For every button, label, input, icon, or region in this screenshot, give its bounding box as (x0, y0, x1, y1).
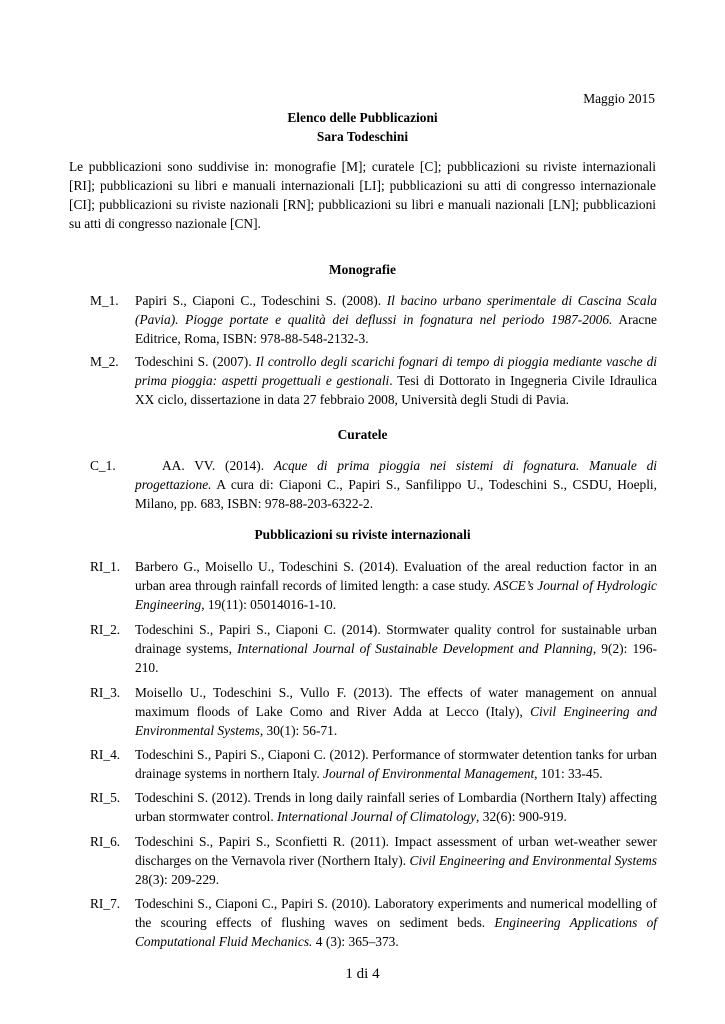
entry-authors: Todeschini S., Papiri S., Ciaponi C. (2012). Performance of stormwater detention tanks for urban drainage systems in northern Italy. (135, 747, 657, 781)
entry-title: Il controllo degli scarichi fognari di tempo di pioggia mediante vasche di prima pioggia: aspetti progettuali e gestionali (135, 354, 658, 388)
entry-details: , 101: 33-45. (534, 766, 603, 781)
entry-text (135, 620, 657, 677)
entry-journal: Journal of Environmental Management (323, 766, 535, 781)
entry-text (135, 832, 657, 889)
entry-label: C_1. (90, 458, 116, 473)
entry-details: , 9(2): 196-210. (135, 641, 657, 675)
section-heading-monografie: Monografie (329, 262, 396, 277)
entry-label: RI_4. (90, 747, 121, 762)
entry-authors: Moisello U., Todeschini S., Vullo F. (2013). The effects of water management on annual maximum floods of Lake Como and River Adda at Lecco (Italy), (135, 685, 657, 719)
entry-authors: Todeschini S., Ciaponi C., Papiri S. (2010). Laboratory experiments and numerical modelling of the scouring effects of flushing waves on sediment beds. (135, 896, 657, 930)
entry-details: 4 (3): 365–373. (312, 934, 399, 949)
entry-details: 30(1): 56-71. (263, 723, 338, 738)
entry-details: . Tesi di Dottorato in Ingegneria Civile Idraulica XX ciclo, dissertazione in data 27 febbraio 2008, Università degli Studi di Pavia. (135, 373, 658, 407)
entry-label: RI_1. (90, 559, 121, 574)
entry-text (135, 788, 657, 826)
entry-text (135, 557, 657, 614)
section-heading-riviste-internazionali: Pubblicazioni su riviste internazionali (254, 527, 471, 542)
entry-journal: International Journal of Climatology (277, 809, 477, 824)
entry-details: A cura di: Ciaponi C., Papiri S., Sanfilippo U., Todeschini S., CSDU, Hoepli, Milano, pp. 683, ISBN: 978-88-203-6322-2. (135, 477, 657, 511)
entry-text (135, 456, 657, 513)
section-heading-curatele: Curatele (337, 427, 388, 442)
entry-text (135, 894, 657, 951)
entry-title: Acque di prima pioggia nei sistemi di fognatura. Manuale di progettazione. (135, 458, 657, 492)
entry-authors: Todeschini S. (2012). Trends in long daily rainfall series of Lombardia (Northern Italy) affecting urban stormwater control. (135, 790, 657, 824)
intro-paragraph: Le pubblicazioni sono suddivise in: monografie [M]; curatele [C]; pubblicazioni su riviste internazionali [RI]; pubblicazioni su libri e manuali internazionali [LI]; pubblicazioni su atti di congresso internazionale [CI]; pubblicazioni su riviste nazionali [RN]; pubblicazioni su libri e manuali nazionali [LN]; pubblicazioni su atti di congresso nazionale [CN]. (69, 159, 656, 231)
entry-title: Il bacino urbano sperimentale di Cascina Scala (Pavia). Piogge portate e qualità dei deflussi in fognatura nel periodo 1987-2006. (135, 293, 657, 327)
entry-authors: Papiri S., Ciaponi C., Todeschini S. (2008). (135, 293, 387, 308)
entry-authors: AA. VV. (2014). (162, 458, 274, 473)
entry-text (135, 745, 657, 783)
page-number: 1 di 4 (345, 966, 380, 982)
entry-label: RI_3. (90, 685, 121, 700)
document-date: Maggio 2015 (583, 91, 655, 106)
entry-authors: Todeschini S., Papiri S., Sconfietti R. (2011). Impact assessment of urban wet-weather sewer discharges on the Vernavola river (Northern Italy). (135, 834, 657, 868)
entry-authors: Barbero G., Moisello U., Todeschini S. (2014). Evaluation of the areal reduction factor in an urban area through rainfall records of limited length: a case study. (135, 559, 657, 593)
entry-authors: Todeschini S. (2007). (135, 354, 256, 369)
entry-details: , 32(6): 900-919. (476, 809, 567, 824)
entry-details: 28(3): 209-229. (135, 872, 220, 887)
entry-text (135, 683, 657, 740)
entry-journal: Civil Engineering and Environmental Systems (409, 853, 657, 868)
entry-journal: ASCE’s Journal of Hydrologic Engineering (135, 578, 657, 612)
entry-details: Aracne Editrice, Roma, ISBN: 978-88-548-2132-3. (135, 312, 657, 346)
entry-authors: Todeschini S., Papiri S., Ciaponi C. (2014). Stormwater quality control for sustainable urban drainage systems, (135, 622, 657, 656)
entry-journal: International Journal of Sustainable Development and Planning (237, 641, 593, 656)
author-name: Sara Todeschini (316, 129, 409, 144)
entry-journal: Civil Engineering and Environmental Systems, (135, 704, 657, 738)
entry-label: M_2. (90, 354, 119, 369)
entry-label: RI_7. (90, 896, 121, 911)
entry-text (135, 291, 657, 348)
entry-label: RI_2. (90, 622, 121, 637)
entry-details: , 19(11): 05014016-1-10. (201, 597, 337, 612)
entry-journal: Engineering Applications of Computational Fluid Mechanics. (135, 915, 657, 949)
entry-label: RI_6. (90, 834, 121, 849)
entry-label: RI_5. (90, 790, 121, 805)
entry-label: M_1. (90, 293, 119, 308)
document-title: Elenco delle Pubblicazioni (287, 110, 438, 125)
entry-text (135, 352, 657, 409)
